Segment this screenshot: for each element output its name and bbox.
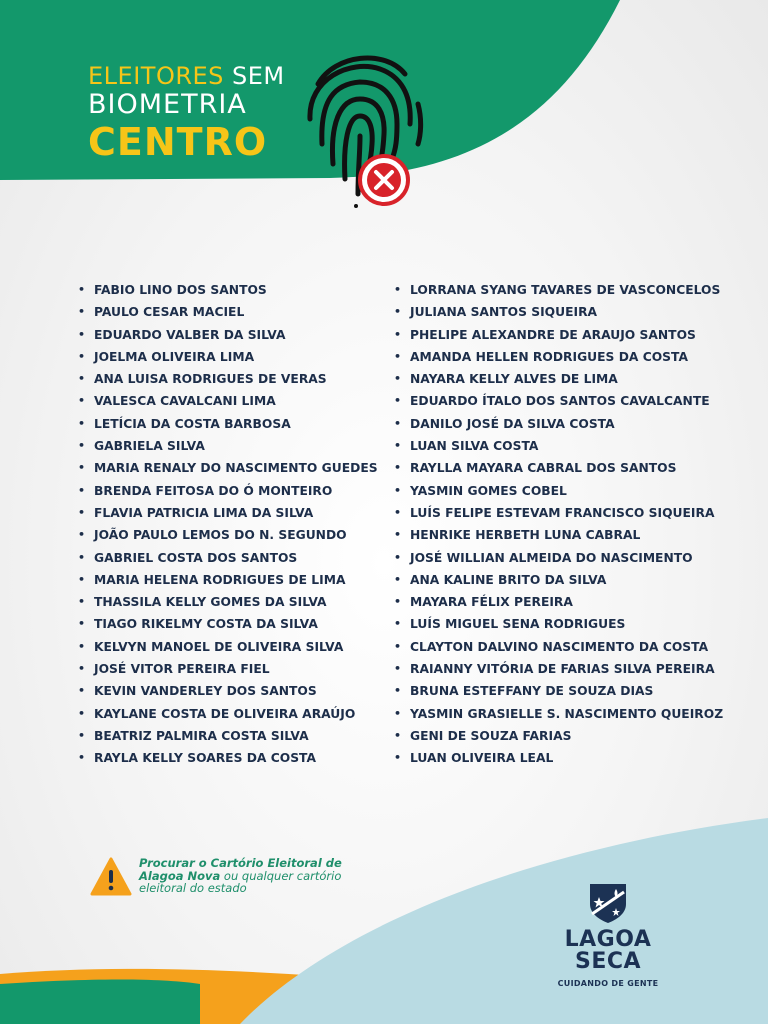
list-item: • PAULO CESAR MACIEL xyxy=(78,301,378,323)
brand-name-line2: SECA xyxy=(574,949,642,974)
list-item: • KELVYN MANOEL DE OLIVEIRA SILVA xyxy=(78,636,378,658)
bottom-blue-shape xyxy=(240,818,768,1024)
list-item: • JOÃO PAULO LEMOS DO N. SEGUNDO xyxy=(78,524,378,546)
list-item: • HENRIKE HERBETH LUNA CABRAL xyxy=(394,524,723,546)
brand-slogan: CUIDANDO DE GENTE xyxy=(557,979,659,988)
list-item: • YASMIN GRASIELLE S. NASCIMENTO QUEIROZ xyxy=(394,703,723,725)
list-item: • GABRIELA SILVA xyxy=(78,435,378,457)
list-item: • TIAGO RIKELMY COSTA DA SILVA xyxy=(78,613,378,635)
list-item: • EDUARDO ÍTALO DOS SANTOS CAVALCANTE xyxy=(394,390,723,412)
header-title xyxy=(88,62,285,164)
list-item: • LORRANA SYANG TAVARES DE VASCONCELOS xyxy=(394,279,723,301)
title-sem: SEM xyxy=(223,62,285,90)
list-item: • FLAVIA PATRICIA LIMA DA SILVA xyxy=(78,502,378,524)
title-line-2: BIOMETRIA xyxy=(88,89,247,120)
notice-text xyxy=(139,857,379,895)
list-item: • KAYLANE COSTA DE OLIVEIRA ARAÚJO xyxy=(78,703,378,725)
names-list-right xyxy=(394,279,723,770)
title-eleitores: ELEITORES xyxy=(88,62,224,90)
shield-logo-icon xyxy=(586,880,630,924)
list-item: • LETÍCIA DA COSTA BARBOSA xyxy=(78,413,378,435)
list-item: • PHELIPE ALEXANDRE DE ARAUJO SANTOS xyxy=(394,324,723,346)
list-item: • ANA LUISA RODRIGUES DE VERAS xyxy=(78,368,378,390)
list-item: • GENI DE SOUZA FARIAS xyxy=(394,725,723,747)
notice-bold: Procurar o Cartório Eleitoral de Alagoa Nova xyxy=(139,856,342,883)
list-item: • AMANDA HELLEN RODRIGUES DA COSTA xyxy=(394,346,723,368)
list-item: • CLAYTON DALVINO NASCIMENTO DA COSTA xyxy=(394,636,723,658)
list-item: • MARIA RENALY DO NASCIMENTO GUEDES xyxy=(78,457,378,479)
list-item: • BRENDA FEITOSA DO Ó MONTEIRO xyxy=(78,480,378,502)
list-item: • LUAN OLIVEIRA LEAL xyxy=(394,747,723,769)
list-item: • YASMIN GOMES COBEL xyxy=(394,480,723,502)
title-line-3: CENTRO xyxy=(88,120,268,164)
list-item: • LUÍS FELIPE ESTEVAM FRANCISCO SIQUEIRA xyxy=(394,502,723,524)
list-item: • GABRIEL COSTA DOS SANTOS xyxy=(78,547,378,569)
list-item: • RAYLA KELLY SOARES DA COSTA xyxy=(78,747,378,769)
list-item: • DANILO JOSÉ DA SILVA COSTA xyxy=(394,413,723,435)
brand-name-line1: LAGOA xyxy=(564,927,652,952)
list-item: • EDUARDO VALBER DA SILVA xyxy=(78,324,378,346)
bottom-green-shape xyxy=(0,980,200,1024)
list-item: • MAYARA FÉLIX PEREIRA xyxy=(394,591,723,613)
list-item: • RAYLLA MAYARA CABRAL DOS SANTOS xyxy=(394,457,723,479)
x-circle-icon xyxy=(356,152,412,208)
list-item: • ANA KALINE BRITO DA SILVA xyxy=(394,569,723,591)
list-item: • JULIANA SANTOS SIQUEIRA xyxy=(394,301,723,323)
list-item: • MARIA HELENA RODRIGUES DE LIMA xyxy=(78,569,378,591)
list-item: • LUAN SILVA COSTA xyxy=(394,435,723,457)
notice-rest: ou qualquer cartório eleitoral do estado xyxy=(139,868,342,895)
list-item: • JOELMA OLIVEIRA LIMA xyxy=(78,346,378,368)
list-item: • VALESCA CAVALCANI LIMA xyxy=(78,390,378,412)
list-item: • KEVIN VANDERLEY DOS SANTOS xyxy=(78,680,378,702)
list-item: • FABIO LINO DOS SANTOS xyxy=(78,279,378,301)
list-item: • LUÍS MIGUEL SENA RODRIGUES xyxy=(394,613,723,635)
brand-logo xyxy=(553,880,663,988)
list-item: • JOSÉ VITOR PEREIRA FIEL xyxy=(78,658,378,680)
names-list-left xyxy=(78,279,378,770)
list-item: • THASSILA KELLY GOMES DA SILVA xyxy=(78,591,378,613)
warning-triangle-icon xyxy=(90,857,132,897)
list-item: • RAIANNY VITÓRIA DE FARIAS SILVA PEREIRA xyxy=(394,658,723,680)
list-item: • BRUNA ESTEFFANY DE SOUZA DIAS xyxy=(394,680,723,702)
list-item: • NAYARA KELLY ALVES DE LIMA xyxy=(394,368,723,390)
title-line-1 xyxy=(88,62,285,90)
list-item: • BEATRIZ PALMIRA COSTA SILVA xyxy=(78,725,378,747)
list-item: • JOSÉ WILLIAN ALMEIDA DO NASCIMENTO xyxy=(394,547,723,569)
